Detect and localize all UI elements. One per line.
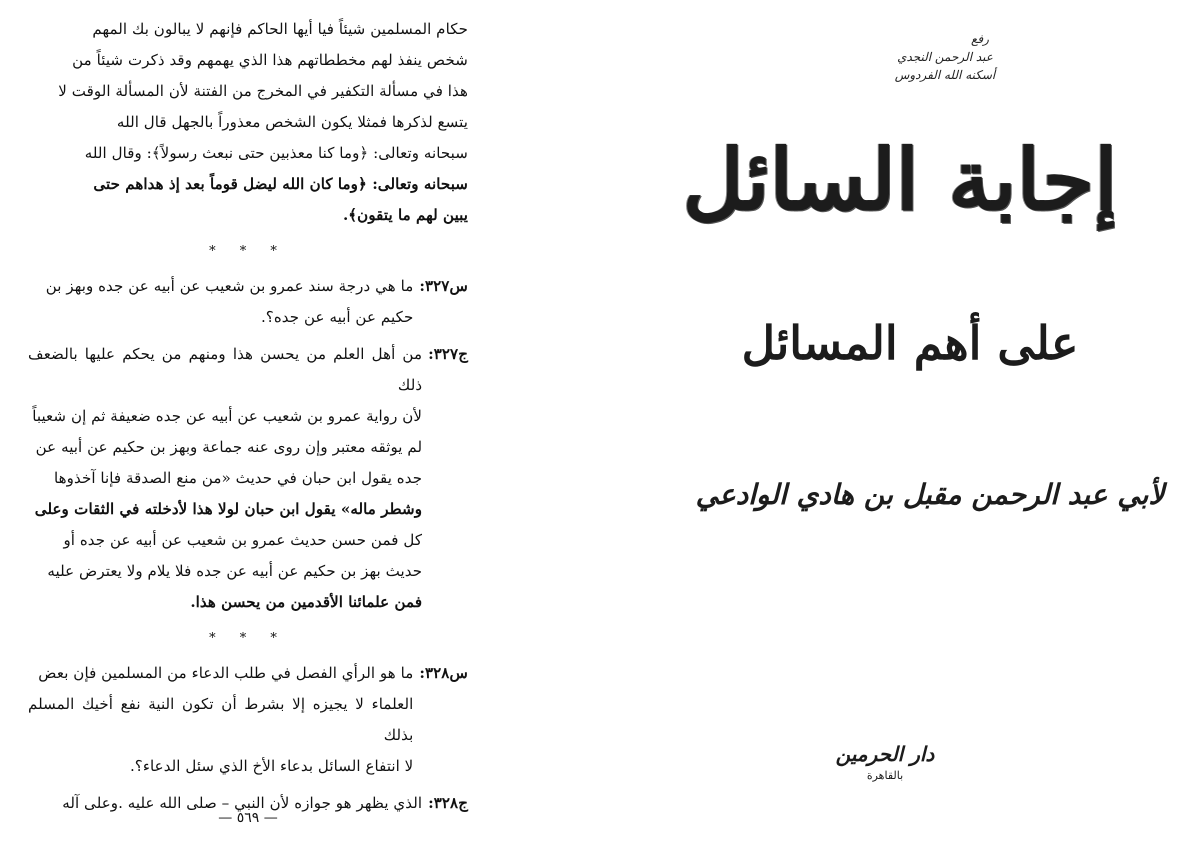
page-number: — ٥٦٩ —	[218, 810, 278, 826]
text-line: الذي يظهر هو جوازه لأن النبي – صلى الله عليه .وعلى آله	[62, 794, 423, 812]
text-line: حكيم عن أبيه عن جده؟.	[260, 308, 414, 326]
question-327	[28, 271, 468, 333]
text-line: لأن رواية عمرو بن شعيب عن أبيه عن جده ضعيفة ثم إن شعيباً	[32, 407, 423, 425]
intro-paragraph	[28, 14, 468, 231]
question-text	[28, 658, 413, 782]
text-line: العلماء لا يجيزه إلا بشرط أن تكون النية نفع أخيك المسلم بذلك	[28, 695, 414, 744]
text-line: ما هو الرأي الفصل في طلب الدعاء من المسلمين فإن بعض	[38, 664, 414, 682]
question-328	[28, 658, 468, 782]
text-line: حديث بهز بن حكيم عن أبيه عن جده فلا يلام ولا يعترض عليه	[47, 562, 423, 580]
owner-stamp	[885, 30, 1005, 84]
publisher-city: بالقاهرة	[866, 769, 904, 782]
publisher-imprint	[810, 740, 960, 784]
section-separator: * * *	[209, 631, 287, 646]
question-number: س٣٢٧:	[419, 277, 468, 295]
title-page	[640, 0, 1200, 852]
text-line: يبين لهم ما يتقون﴾.	[343, 206, 468, 224]
text-line: سبحانه وتعالى: ﴿وما كنا معذبين حتى نبعث رسولاً﴾: وقال الله	[84, 144, 468, 162]
page-fold	[600, 0, 601, 852]
book-title: إجابة السائل	[682, 130, 1118, 229]
text-line: هذا في مسألة التكفير في المخرج من الفتنة لأن المسألة الوقت لا	[58, 82, 468, 100]
answer-327	[28, 339, 468, 618]
section-separator: * * *	[209, 244, 287, 259]
text-line: حكام المسلمين شيئاً فيا أيها الحاكم فإنهم لا يبالون بك المهم	[92, 20, 468, 38]
publisher-name: دار الحرمين	[835, 742, 935, 766]
text-line: شخص ينفذ لهم مخططاتهم هذا الذي يهمهم وقد ذكرت شيئاً من	[72, 51, 468, 69]
text-line: جده يقول ابن حبان في حديث «من منع الصدقة فإنا آخذوها	[54, 469, 423, 487]
book-subtitle: على أهم المسائل	[741, 316, 1079, 370]
text-line: ما هي درجة سند عمرو بن شعيب عن أبيه عن جده وبهز بن	[45, 277, 414, 295]
text-page	[28, 14, 468, 838]
author-name: لأبي عبد الرحمن مقبل بن هادي الوادعي	[695, 478, 1165, 511]
question-text	[28, 271, 413, 333]
answer-number: ج٣٢٨:	[428, 794, 468, 812]
text-line: كل فمن حسن حديث عمرو بن شعيب عن أبيه عن جده أو	[63, 531, 423, 549]
answer-number: ج٣٢٧:	[428, 345, 468, 363]
answer-text	[28, 339, 422, 618]
stamp-line: عبد الرحمن النجدي	[897, 50, 993, 64]
text-line: وشطر ماله» يقول ابن حبان لولا هذا لأدخلته في الثقات وعلى	[34, 500, 423, 518]
text-line: فمن علمائنا الأقدمين من يحسن هذا.	[190, 593, 423, 611]
text-line: لا انتفاع السائل بدعاء الأخ الذي سئل الدعاء؟.	[129, 757, 414, 775]
text-line: من أهل العلم من يحسن هذا ومنهم من يحكم عليها بالضعف ذلك	[28, 345, 423, 394]
text-line: يتسع لذكرها فمثلا يكون الشخص معذوراً بالجهل قال الله	[116, 113, 468, 131]
text-line: سبحانه وتعالى: ﴿وما كان الله ليضل قوماً بعد إذ هداهم حتى	[93, 175, 468, 193]
stamp-line: رفع	[971, 32, 989, 46]
stamp-line: أسكنه الله الفردوس	[894, 68, 996, 82]
text-line: لم يوثقه معتبر وإن روى عنه جماعة وبهز بن حكيم عن أبيه عن	[35, 438, 423, 456]
question-number: س٣٢٨:	[419, 664, 468, 682]
